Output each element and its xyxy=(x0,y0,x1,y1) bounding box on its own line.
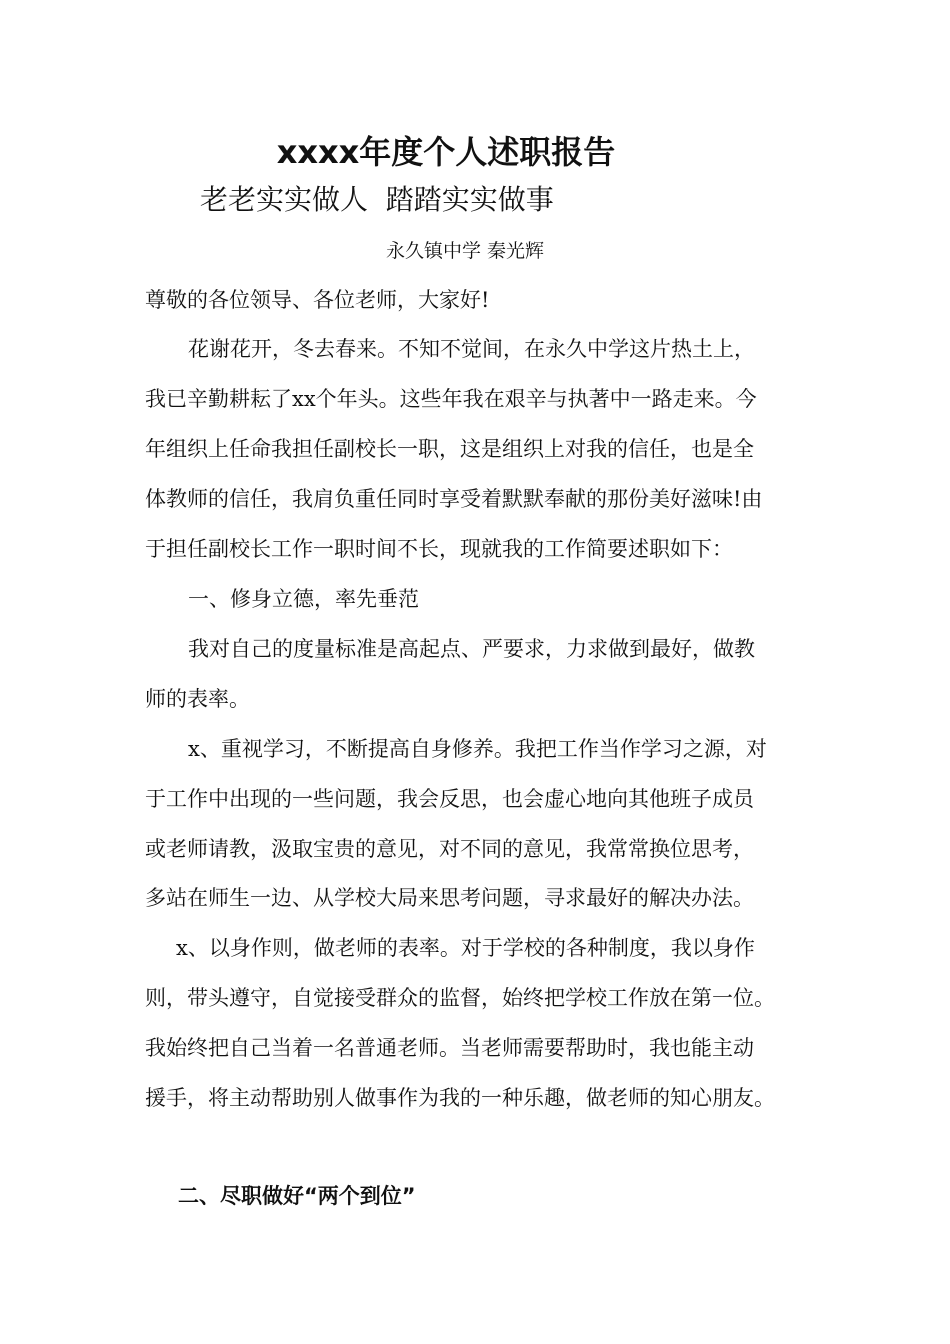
paragraph-line: 我始终把自己当着一名普通老师。当老师需要帮助时，我也能主动 xyxy=(145,1036,754,1060)
paragraph-line: x、以身作则，做老师的表率。对于学校的各种制度，我以身作 xyxy=(176,936,755,960)
paragraph-line: 多站在师生一边、从学校大局来思考问题，寻求最好的解决办法。 xyxy=(145,886,754,910)
greeting-line: 尊敬的各位领导、各位老师，大家好! xyxy=(145,288,490,312)
section-heading-1: 一、修身立德，率先垂范 xyxy=(188,587,419,611)
paragraph-line: 则，带头遵守，自觉接受群众的监督，始终把学校工作放在第一位。 xyxy=(145,986,775,1010)
paragraph-line: 体教师的信任，我肩负重任同时享受着默默奉献的那份美好滋味!由 xyxy=(145,487,763,511)
paragraph-line: 于工作中出现的一些问题，我会反思，也会虚心地向其他班子成员 xyxy=(145,787,754,811)
paragraph-line: 我对自己的度量标准是高起点、严要求，力求做到最好，做教 xyxy=(188,637,755,661)
paragraph-line: 或老师请教，汲取宝贵的意见，对不同的意见，我常常换位思考， xyxy=(145,837,754,861)
section-heading-2: 二、尽职做好“两个到位” xyxy=(178,1184,416,1208)
paragraph-line: 我已辛勤耕耘了xx个年头。这些年我在艰辛与执著中一路走来。今 xyxy=(145,387,757,411)
paragraph-line: x、重视学习，不断提高自身修养。我把工作当作学习之源，对 xyxy=(188,737,767,761)
document-subtitle: 老老实实做人 踏踏实实做事 xyxy=(200,183,554,216)
document-author: 永久镇中学 秦光辉 xyxy=(385,240,545,262)
paragraph-line: 援手，将主动帮助别人做事作为我的一种乐趣，做老师的知心朋友。 xyxy=(145,1086,775,1110)
paragraph-line: 于担任副校长工作一职时间不长，现就我的工作简要述职如下： xyxy=(145,537,733,561)
document-title: xxxx年度个人述职报告 xyxy=(276,133,616,171)
paragraph-line: 花谢花开，冬去春来。不知不觉间，在永久中学这片热土上， xyxy=(188,337,755,361)
paragraph-line: 师的表率。 xyxy=(145,687,250,711)
paragraph-line: 年组织上任命我担任副校长一职，这是组织上对我的信任，也是全 xyxy=(145,437,754,461)
